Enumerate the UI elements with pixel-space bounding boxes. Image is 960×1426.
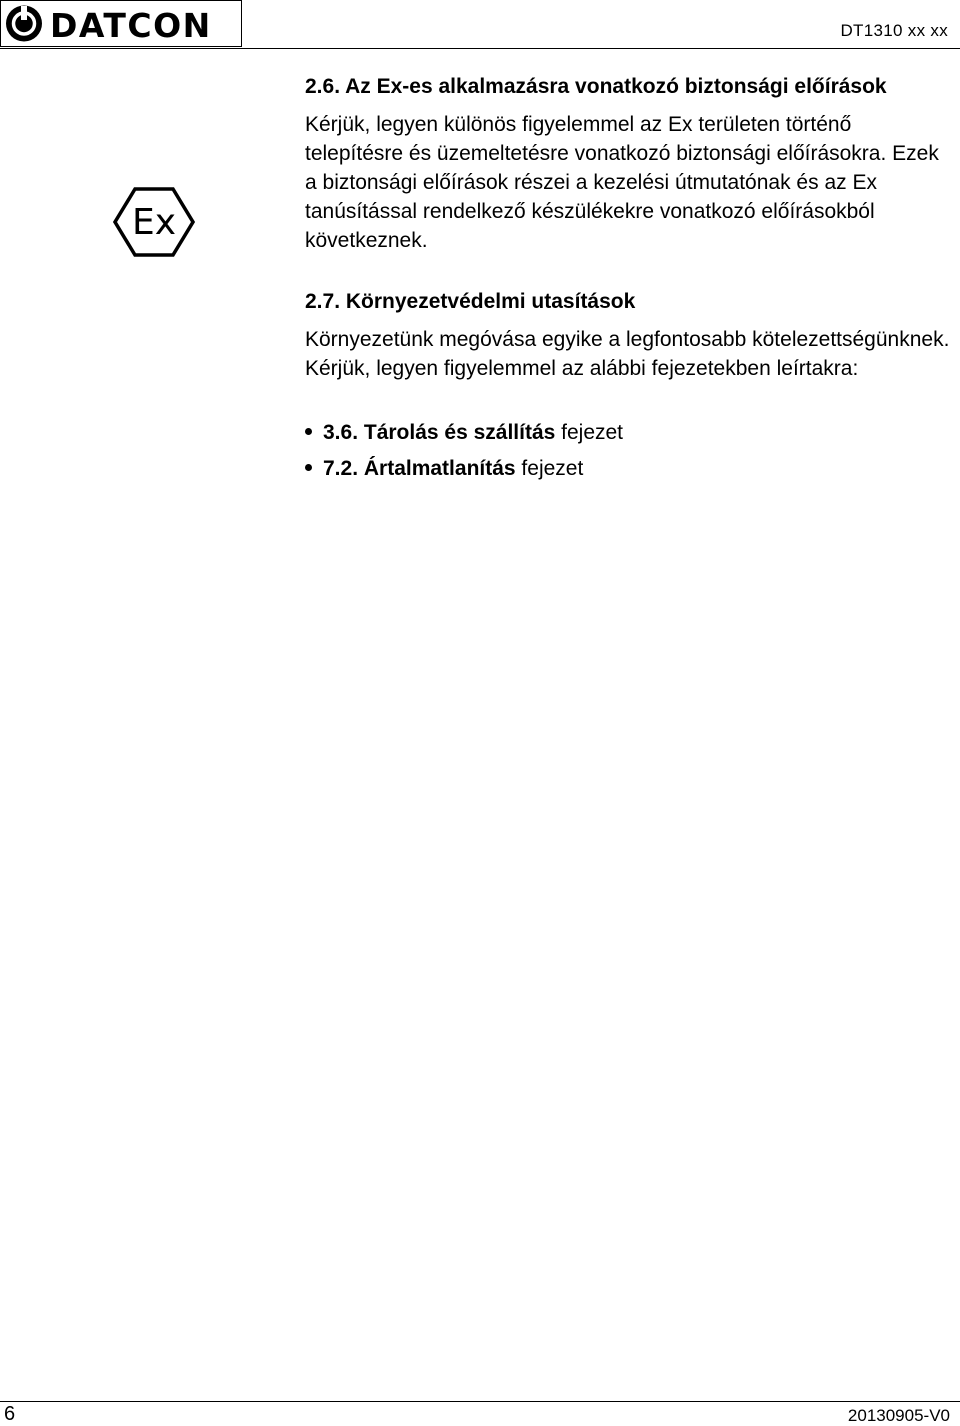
chapter-reference: 3.6. Tárolás és szállítás: [323, 421, 556, 444]
header-divider: [0, 48, 960, 49]
section-2-6-title: 2.6. Az Ex-es alkalmazásra vonatkozó biztonsági előírások: [305, 75, 887, 98]
chapter-reference-list: [305, 415, 955, 487]
section-2-6-paragraph: Kérjük, legyen különös figyelemmel az Ex területen történő telepítésre és üzemeltetésre vonatkozó biztonsági előírásokra. Ezek a biztonsági előírások részei a kezelési útmutatónak és az Ex tanúsítással rendelkező készülékekre vonatkozó előírásokból következnek.: [305, 113, 939, 252]
chapter-suffix: fejezet: [515, 457, 584, 480]
section-2-7-paragraph-2: Kérjük, legyen figyelemmel az alábbi fejezetekben leírtakra:: [305, 357, 859, 380]
list-item: [305, 451, 955, 487]
section-2-7-paragraph-1: Környezetünk megóvása egyike a legfontosabb kötelezettségünknek.: [305, 328, 950, 351]
ex-hazard-icon: [113, 187, 195, 257]
main-content: [305, 72, 955, 487]
document-code: DT1310 xx xx: [840, 21, 948, 40]
chapter-reference: 7.2. Ártalmatlanítás: [323, 457, 516, 480]
footer-divider: [0, 1401, 960, 1402]
datcon-logo: [0, 0, 242, 47]
chapter-suffix: fejezet: [555, 421, 624, 444]
list-item: [305, 415, 955, 451]
revision-code: 20130905-V0: [847, 1406, 950, 1425]
ex-symbol-text: Ex: [131, 202, 177, 243]
section-2-7-title: 2.7. Környezetvédelmi utasítások: [305, 290, 636, 313]
logo-wordmark: DATCON: [50, 6, 212, 45]
page-number: 6: [4, 1403, 16, 1425]
